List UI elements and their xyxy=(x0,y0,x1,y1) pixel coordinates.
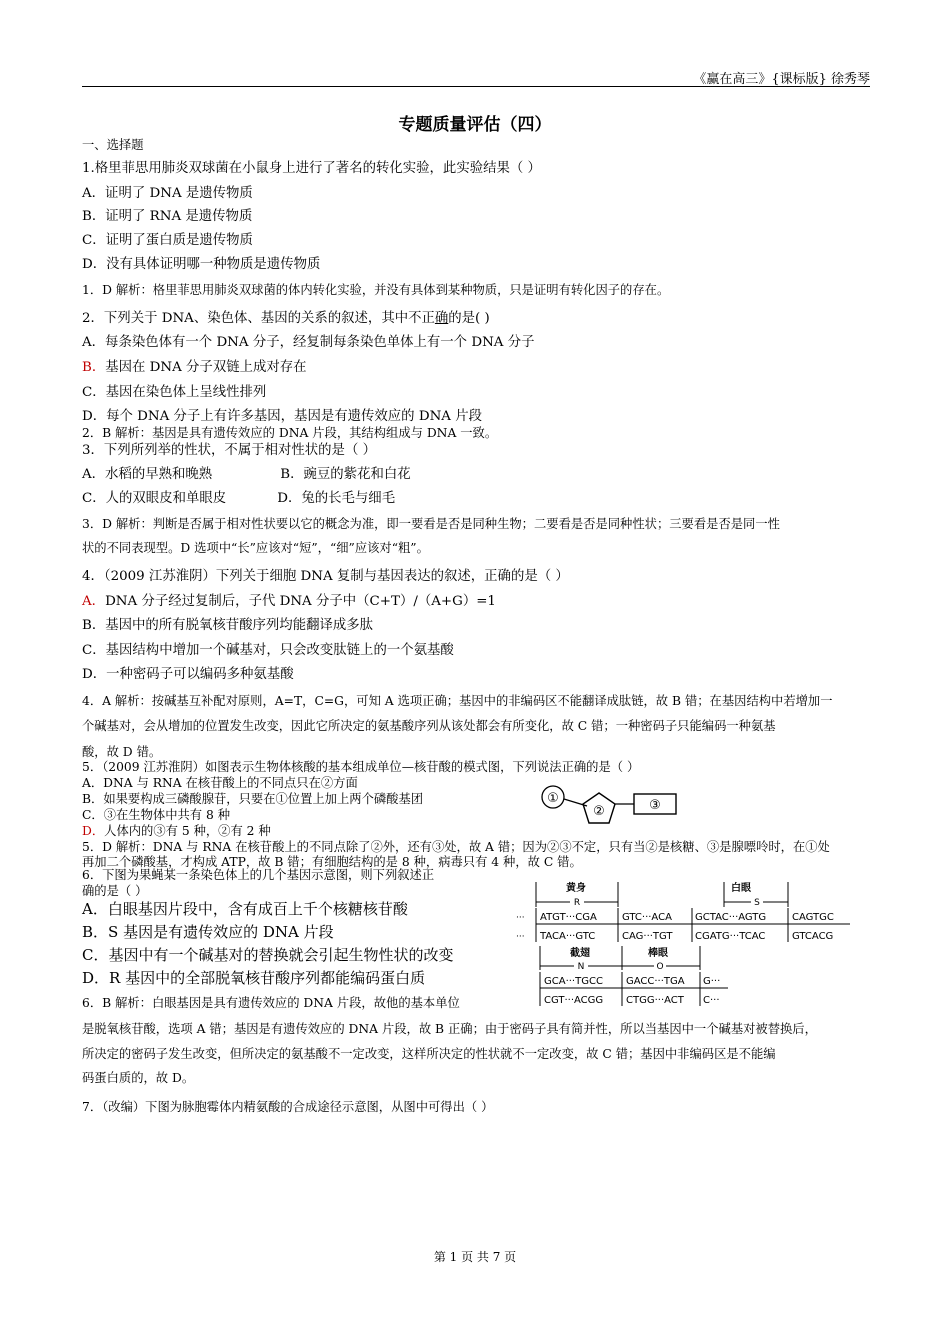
q6-option-a: A．白眼基因片段中，含有成百上千个核糖核苷酸 xyxy=(82,900,408,918)
q2-stem: 2．下列关于 DNA、染色体、基因的关系的叙述，其中不正确的是( ) xyxy=(82,311,490,326)
q5-option-b: B．如果要构成三磷酸腺苷，只要在①位置上加上两个磷酸基团 xyxy=(82,792,424,806)
q4-option-a: A．DNA 分子经过复制后，子代 DNA 分子中（C+T）/（A+G）=1 xyxy=(82,594,496,609)
header-rule xyxy=(82,86,870,87)
q5-answer-line2: 再加二个磷酸基，才构成 ATP，故 B 错；有细胞结构的是 8 种，病毒只有 4 种，故 C 错。 xyxy=(82,855,582,869)
gene-code-n: N xyxy=(577,962,585,972)
q5-option-d: D．人体内的③有 5 种，②有 2 种 xyxy=(82,824,271,838)
gene-label-jiechi: 截翅 xyxy=(570,948,590,959)
seq-bot-4: GTCACG xyxy=(792,931,834,942)
q3-stem: 3．下列所列举的性状，不属于相对性状的是（ ） xyxy=(82,443,376,458)
q4-answer-line2: 个碱基对，会从增加的位置发生改变，因此它所决定的氨基酸序列从该处都会有所变化，故 C 错；一种密码子只能编码一种氨基 xyxy=(82,719,776,733)
seq2-bot-2: CTGG···ACT xyxy=(626,995,684,1006)
q4-option-b: B．基因中的所有脱氧核苷酸序列均能翻译成多肽 xyxy=(82,618,374,633)
q2-option-c: C．基因在染色体上呈线性排列 xyxy=(82,385,267,400)
q3-answer-line2: 状的不同表现型。D 选项中“长”应该对“短”，“细”应该对“粗”。 xyxy=(82,541,429,555)
base-label: ③ xyxy=(649,798,661,813)
gene-code-r: R xyxy=(573,898,581,908)
q6-answer-line0: 6．B 解析：白眼基因是具有遗传效应的 DNA 片段，故他的基本单位 xyxy=(82,996,460,1010)
gene-label-baiyan: 白眼 xyxy=(731,883,751,894)
q6-option-c: C．基因中有一个碱基对的替换就会引起生物性状的改变 xyxy=(82,946,454,964)
seq-top-2: GTC···ACA xyxy=(622,912,672,923)
seq2-top-1: GCA···TGCC xyxy=(544,976,603,987)
svg-text:···: ··· xyxy=(516,932,525,942)
q2-option-a: A．每条染色体有一个 DNA 分子，经复制每条染色单体上有一个 DNA 分子 xyxy=(82,335,535,350)
nucleotide-diagram xyxy=(535,784,685,830)
q6-answer-line1: 是脱氧核苷酸，选项 A 错；基因是有遗传效应的 DNA 片段，故 B 正确；由于密码子具有简并性，所以当基因中一个碱基对被替换后， xyxy=(82,1022,817,1036)
page-footer: 第 1 页 共 7 页 xyxy=(433,1250,517,1264)
q3-options-ab: A．水稻的早熟和晚熟 B．豌豆的紫花和白花 xyxy=(82,467,411,482)
q5-stem: 5．（2009 江苏淮阴）如图表示生物体核酸的基本组成单位—核苷酸的模式图，下列说法正确的是（ ） xyxy=(82,760,640,774)
page-title: 专题质量评估（四） xyxy=(398,115,552,135)
q6-option-d: D．R 基因中的全部脱氧核苷酸序列都能编码蛋白质 xyxy=(82,969,426,987)
seq-bot-1: TACA···GTC xyxy=(540,931,596,942)
q3-options-cd: C．人的双眼皮和单眼皮 D．兔的长毛与细毛 xyxy=(82,491,396,506)
seq-bot-2: CAG···TGT xyxy=(622,931,673,942)
q6-option-b: B．S 基因是有遗传效应的 DNA 片段 xyxy=(82,923,334,941)
q2-answer: 2．B 解析：基因是具有遗传效应的 DNA 片段，其结构组成与 DNA 一致。 xyxy=(82,426,498,440)
q4-option-c: C．基因结构中增加一个碱基对，只会改变肽链上的一个氨基酸 xyxy=(82,643,454,658)
q4-stem: 4．（2009 江苏淮阴）下列关于细胞 DNA 复制与基因表达的叙述，正确的是（ ） xyxy=(82,569,569,584)
gene-label-bangyan: 棒眼 xyxy=(648,948,668,959)
q1-option-b: B．证明了 RNA 是遗传物质 xyxy=(82,209,253,224)
q1-stem: 1.格里菲思用肺炎双球菌在小鼠身上进行了著名的转化实验，此实验结果（ ） xyxy=(82,161,541,176)
seq-top-1: ATGT···CGA xyxy=(540,912,597,923)
q6-stem-line1: 6．下图为果蝇某一条染色体上的几个基因示意图，则下列叙述正 xyxy=(82,868,435,882)
seq-top-3: GCTAC···AGTG xyxy=(695,912,767,923)
q7-stem: 7．（改编）下图为脉胞霉体内精氨酸的合成途径示意图，从图中可得出（ ） xyxy=(82,1100,494,1114)
q6-answer-line2: 所决定的密码子发生改变，但所决定的氨基酸不一定改变，这样所决定的性状就不一定改变，故 C 错；基因中非编码区是不能编 xyxy=(82,1047,776,1061)
page-header: 《赢在高三》{课标版} 徐秀琴 xyxy=(693,72,870,87)
svg-text:···: ··· xyxy=(516,913,525,923)
section-heading: 一、选择题 xyxy=(82,138,144,152)
q6-answer-line3: 码蛋白质的，故 D。 xyxy=(82,1071,195,1085)
q1-option-c: C．证明了蛋白质是遗传物质 xyxy=(82,233,253,248)
gene-label-huangshen: 黄身 xyxy=(566,883,586,894)
q4-answer-line3: 酸，故 D 错。 xyxy=(82,745,162,759)
gene-code-s: S xyxy=(754,898,760,908)
seq-top-4: CAGTGC xyxy=(792,912,834,923)
q1-option-a: A．证明了 DNA 是遗传物质 xyxy=(82,186,253,201)
q2-option-b: B．基因在 DNA 分子双链上成对存在 xyxy=(82,360,307,375)
seq2-top-3: G··· xyxy=(703,976,721,987)
q4-answer-line1: 4．A 解析：按碱基互补配对原则，A=T，C=G，可知 A 选项正确；基因中的非编码区不能翻译成肽链，故 B 错；在基因结构中若增加一 xyxy=(82,694,833,708)
q3-answer-line1: 3．D 解析：判断是否属于相对性状要以它的概念为准，即一要看是否是同种生物；二要看是否是同种性状；三要看是否是同一性 xyxy=(82,517,780,531)
q5-option-c: C．③在生物体中共有 8 种 xyxy=(82,808,231,822)
q6-stem-line2: 确的是（ ） xyxy=(82,884,148,898)
seq2-bot-1: CGT···ACGG xyxy=(544,995,604,1006)
seq-bot-3: CGATG···TCAC xyxy=(695,931,766,942)
q2-option-d: D．每个 DNA 分子上有许多基因，基因是有遗传效应的 DNA 片段 xyxy=(82,409,482,424)
q5-answer-line1: 5．D 解析：DNA 与 RNA 在核苷酸上的不同点除了②外，还有③处，故 A 错；因为②③不定，只有当②是核糖、③是腺嘌呤时，在①处 xyxy=(82,840,830,854)
phosphate-label: ① xyxy=(547,791,559,806)
sugar-label: ② xyxy=(593,804,605,819)
q5-option-a: A．DNA 与 RNA 在核苷酸上的不同点只在②方面 xyxy=(82,776,358,790)
gene-code-o: O xyxy=(656,962,664,972)
fruit-fly-gene-diagram xyxy=(510,878,855,1008)
q1-answer: 1．D 解析：格里菲思用肺炎双球菌的体内转化实验，并没有具体到某种物质，只是证明有转化因子的存在。 xyxy=(82,283,670,297)
q1-option-d: D．没有具体证明哪一种物质是遗传物质 xyxy=(82,257,321,272)
q4-option-d: D．一种密码子可以编码多种氨基酸 xyxy=(82,667,294,682)
seq2-bot-3: C··· xyxy=(703,995,720,1006)
seq2-top-2: GACC···TGA xyxy=(626,976,685,987)
